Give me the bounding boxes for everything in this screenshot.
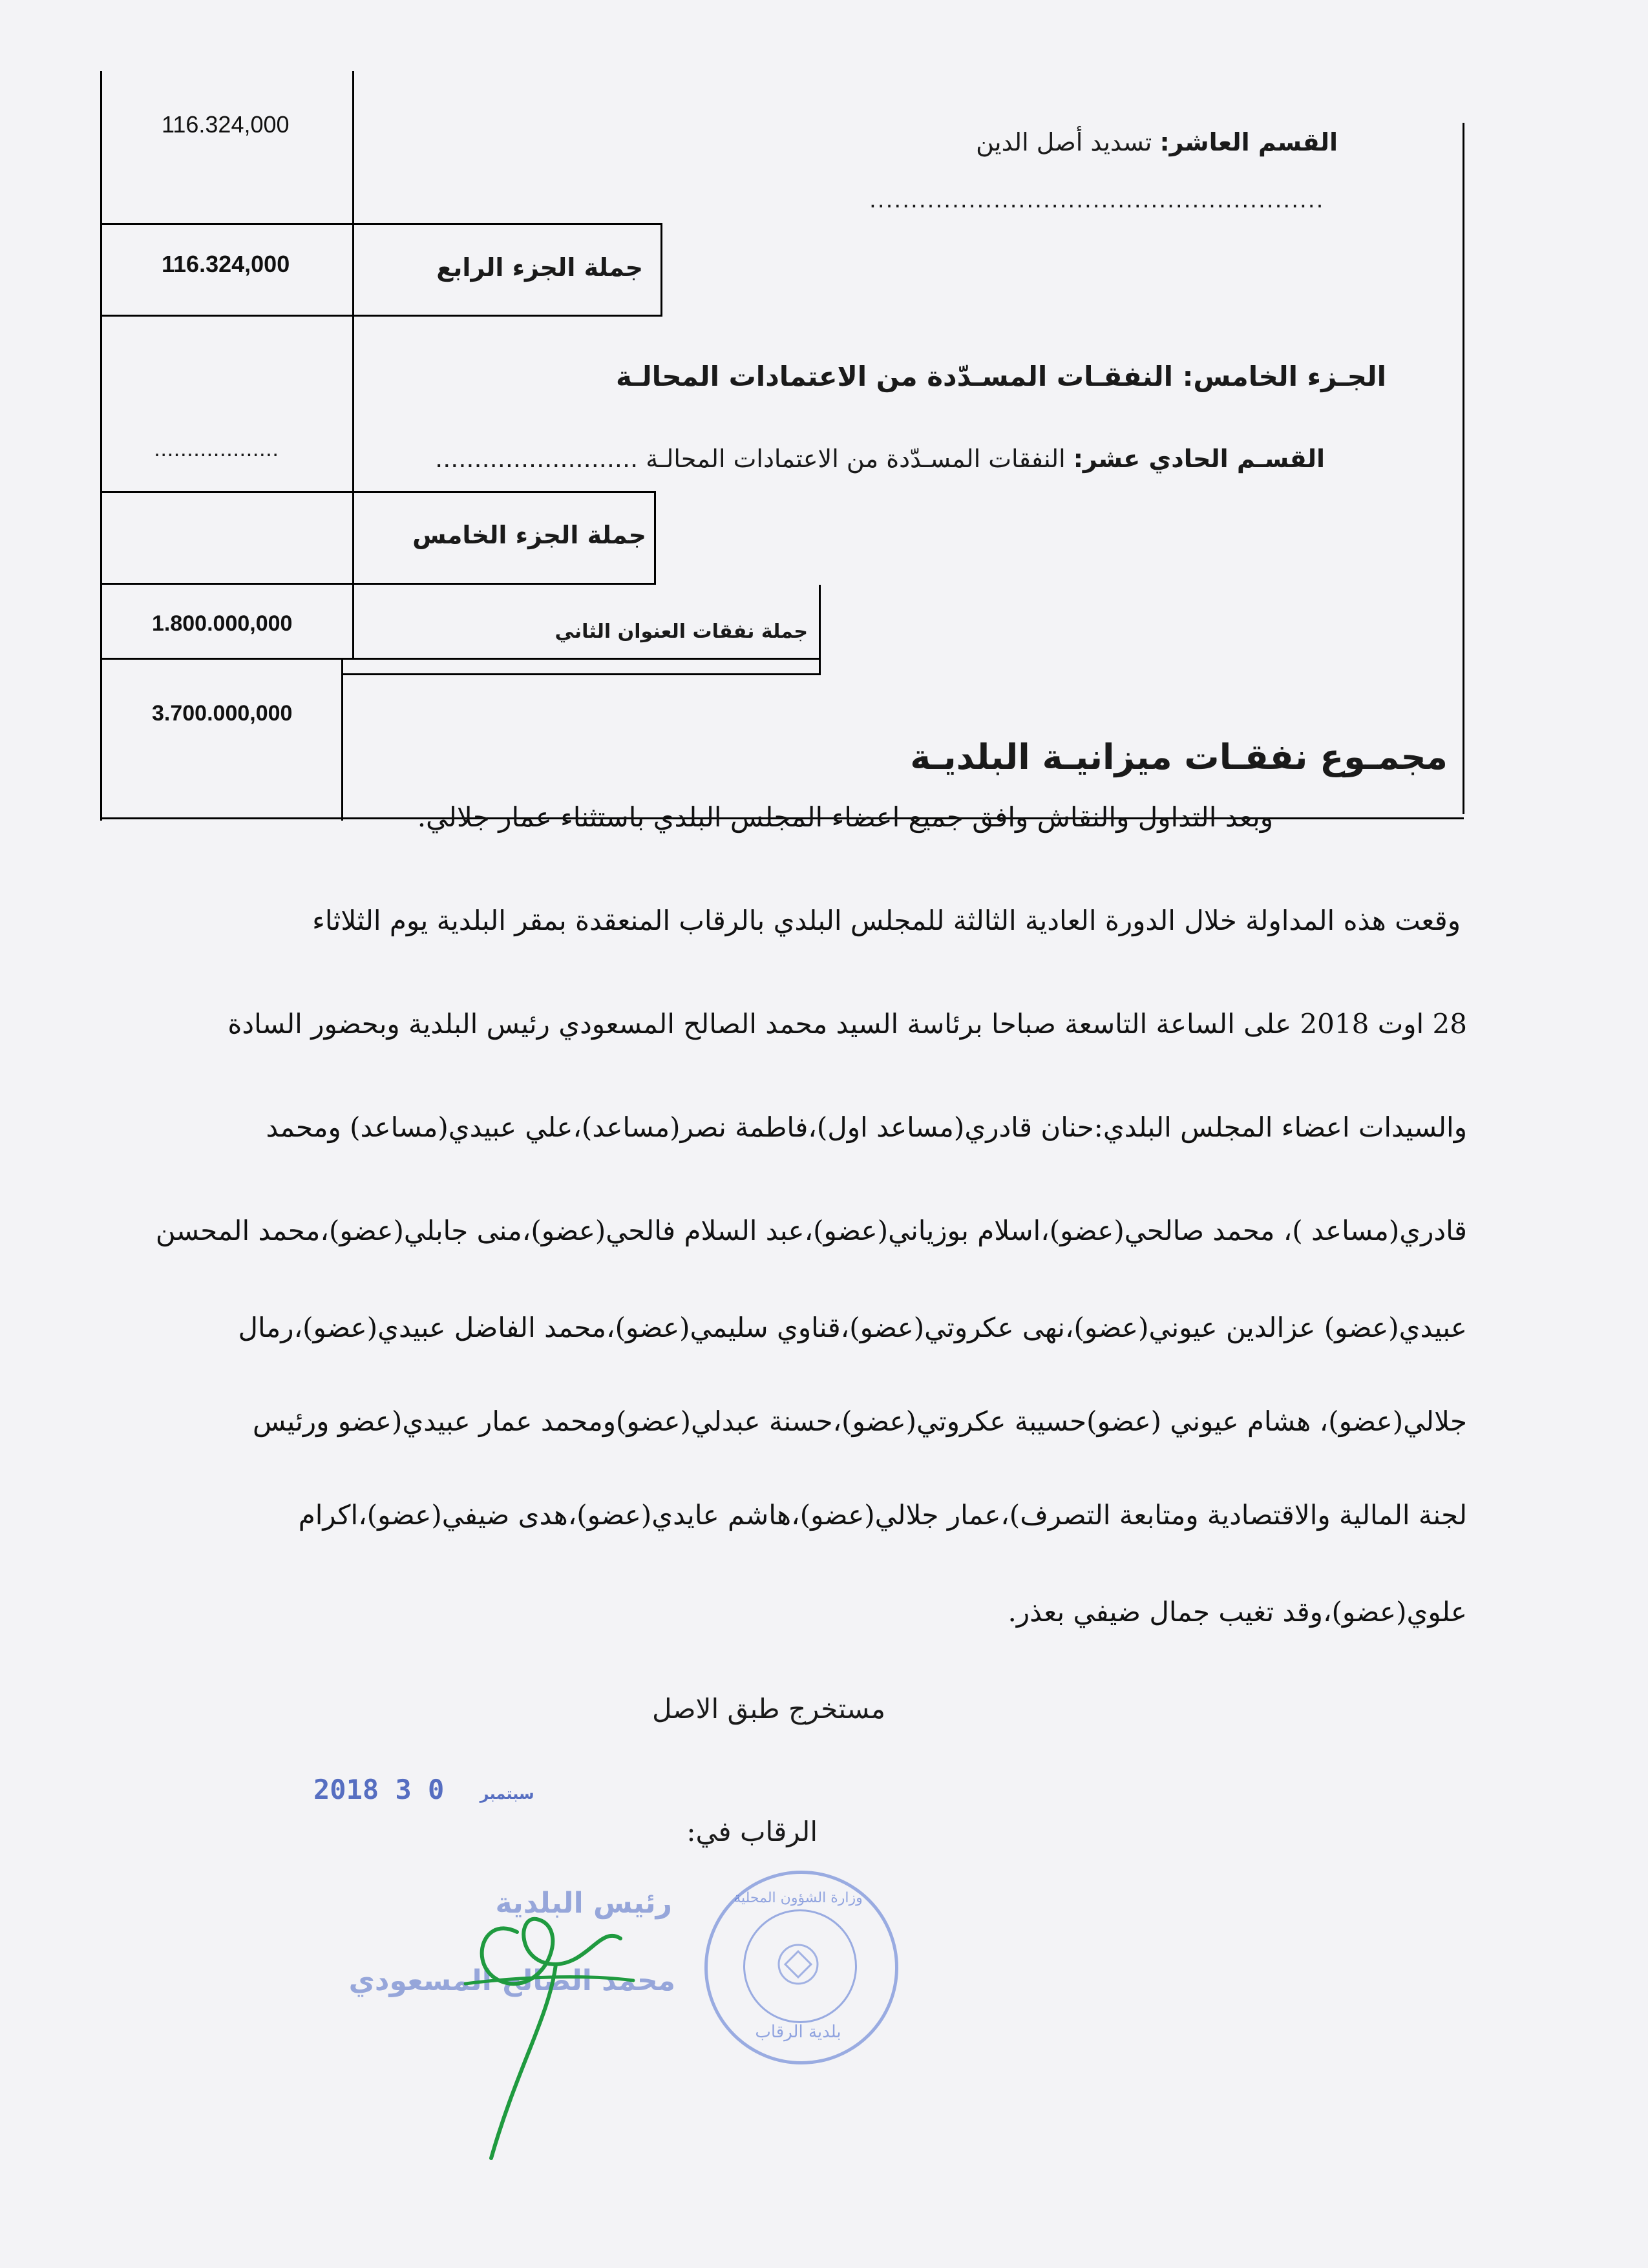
paragraph-line-2: وقعت هذه المداولة خلال الدورة العادية الثالثة للمجلس البلدي بالرقاب المنعقدة بمقر البلدية يوم الثلاثاء <box>312 905 1461 936</box>
title-two-total-label: جملة نفقات العنوان الثاني <box>555 620 808 643</box>
table-rule <box>341 673 821 675</box>
table-rule <box>100 491 656 493</box>
table-amount-column-divider-lower <box>341 659 343 821</box>
part-five-desc: النفقـات المسـدّدة من الاعتمادات المحالـة <box>616 361 1183 392</box>
table-rule <box>100 658 821 660</box>
table-right-border <box>1463 123 1464 814</box>
section-eleven-desc: النفقات المسـدّدة من الاعتمادات المحالـة .......................... <box>435 445 1073 473</box>
seal-bottom-text: بلدية الرقاب <box>755 2022 841 2042</box>
seal-top-text: وزارة الشؤون المحلية <box>734 1890 863 1906</box>
seal-emblem-icon <box>769 1935 827 1993</box>
paragraph-line-5: قادري(مساعد )، محمد صالحي(عضو)،اسلام بوزياني(عضو)،عبد السلام فالحي(عضو)،منى جابلي(عضو)،محمد المحسن <box>155 1215 1467 1246</box>
place-label: الرقاب في: <box>686 1816 818 1847</box>
table-amount-column-divider <box>352 71 354 659</box>
section-ten-title: القسم العاشر: <box>1159 128 1338 156</box>
table-left-border <box>100 71 102 821</box>
signature-name: محمد الصالح المسعودي <box>348 1964 675 1997</box>
amount-part-four-total: 116.324,000 <box>162 251 290 277</box>
table-cell-border <box>654 491 656 583</box>
table-rule <box>100 223 662 225</box>
budget-total-label: مجمـوع نفقـات ميزانيـة البلديـة <box>910 737 1448 777</box>
amount-debt-repayment: 116.324,000 <box>162 111 290 138</box>
amount-budget-total: 3.700.000,000 <box>152 701 293 726</box>
part-five-heading <box>616 361 1386 392</box>
paragraph-line-6: عبيدي(عضو) عزالدين عيوني(عضو)،نهى عكروتي(عضو)،قناوي سليمي(عضو)،محمد الفاضل عبيدي(عضو)،رمال <box>238 1312 1467 1343</box>
date-stamp-day: 0 3 <box>395 1774 445 1805</box>
section-ten-label <box>976 128 1338 156</box>
table-rule <box>100 583 656 585</box>
part-four-total-label: جملة الجزء الرابع <box>436 253 643 282</box>
paragraph-line-7: جلالي(عضو)، هشام عيوني (عضو)حسيبة عكروتي(عضو)،حسنة عبدلي(عضو)ومحمد عمار عبيدي(عضو ورئيس <box>252 1405 1467 1437</box>
table-cell-border <box>819 585 821 674</box>
date-stamp-month: سبتمبر <box>480 1785 534 1803</box>
table-cell-border <box>660 223 662 315</box>
amount-placeholder-dots: ................... <box>154 437 279 461</box>
section-eleven-label <box>435 445 1325 473</box>
paragraph-line-8: لجنة المالية والاقتصادية ومتابعة التصرف)،عمار جلالي(عضو)،هاشم عايدي(عضو)،هدى ضيفي(عضو)،اكرام <box>298 1499 1467 1531</box>
part-five-title: الجـزء الخامس: <box>1182 361 1386 392</box>
paragraph-line-1: وبعد التداول والنقاش وافق جميع اعضاء المجلس البلدي باستثناء عمار جلالي. <box>417 801 1273 833</box>
handwritten-signature <box>439 1887 659 2171</box>
table-rule <box>100 315 662 317</box>
section-ten-desc: تسديد أصل الدين <box>976 128 1160 156</box>
paragraph-line-3: 28 اوت 2018 على الساعة التاسعة صباحا برئاسة السيد محمد الصالح المسعودي رئيس البلدية وبحضور السادة <box>227 1008 1467 1040</box>
date-stamp-year: 2018 <box>313 1774 379 1805</box>
date-stamp <box>313 1774 554 1805</box>
signature-title: رئيس البلدية <box>495 1887 672 1920</box>
part-five-total-label: جملة الجزء الخامس <box>412 521 646 549</box>
amount-title-two-total: 1.800.000,000 <box>152 611 293 636</box>
certified-copy-label: مستخرج طبق الاصل <box>652 1693 885 1725</box>
section-eleven-title: القسـم الحادي عشر: <box>1073 445 1325 473</box>
paragraph-line-4: والسيدات اعضاء المجلس البلدي:حنان قادري(مساعد اول)،فاطمة نصر(مساعد)،علي عبيدي(مساعد) ومحمد <box>266 1111 1467 1143</box>
dotted-fill: ....................................................... <box>869 187 1325 213</box>
paragraph-line-9: علوي(عضو)،وقد تغيب جمال ضيفي بعذر. <box>1008 1596 1467 1628</box>
